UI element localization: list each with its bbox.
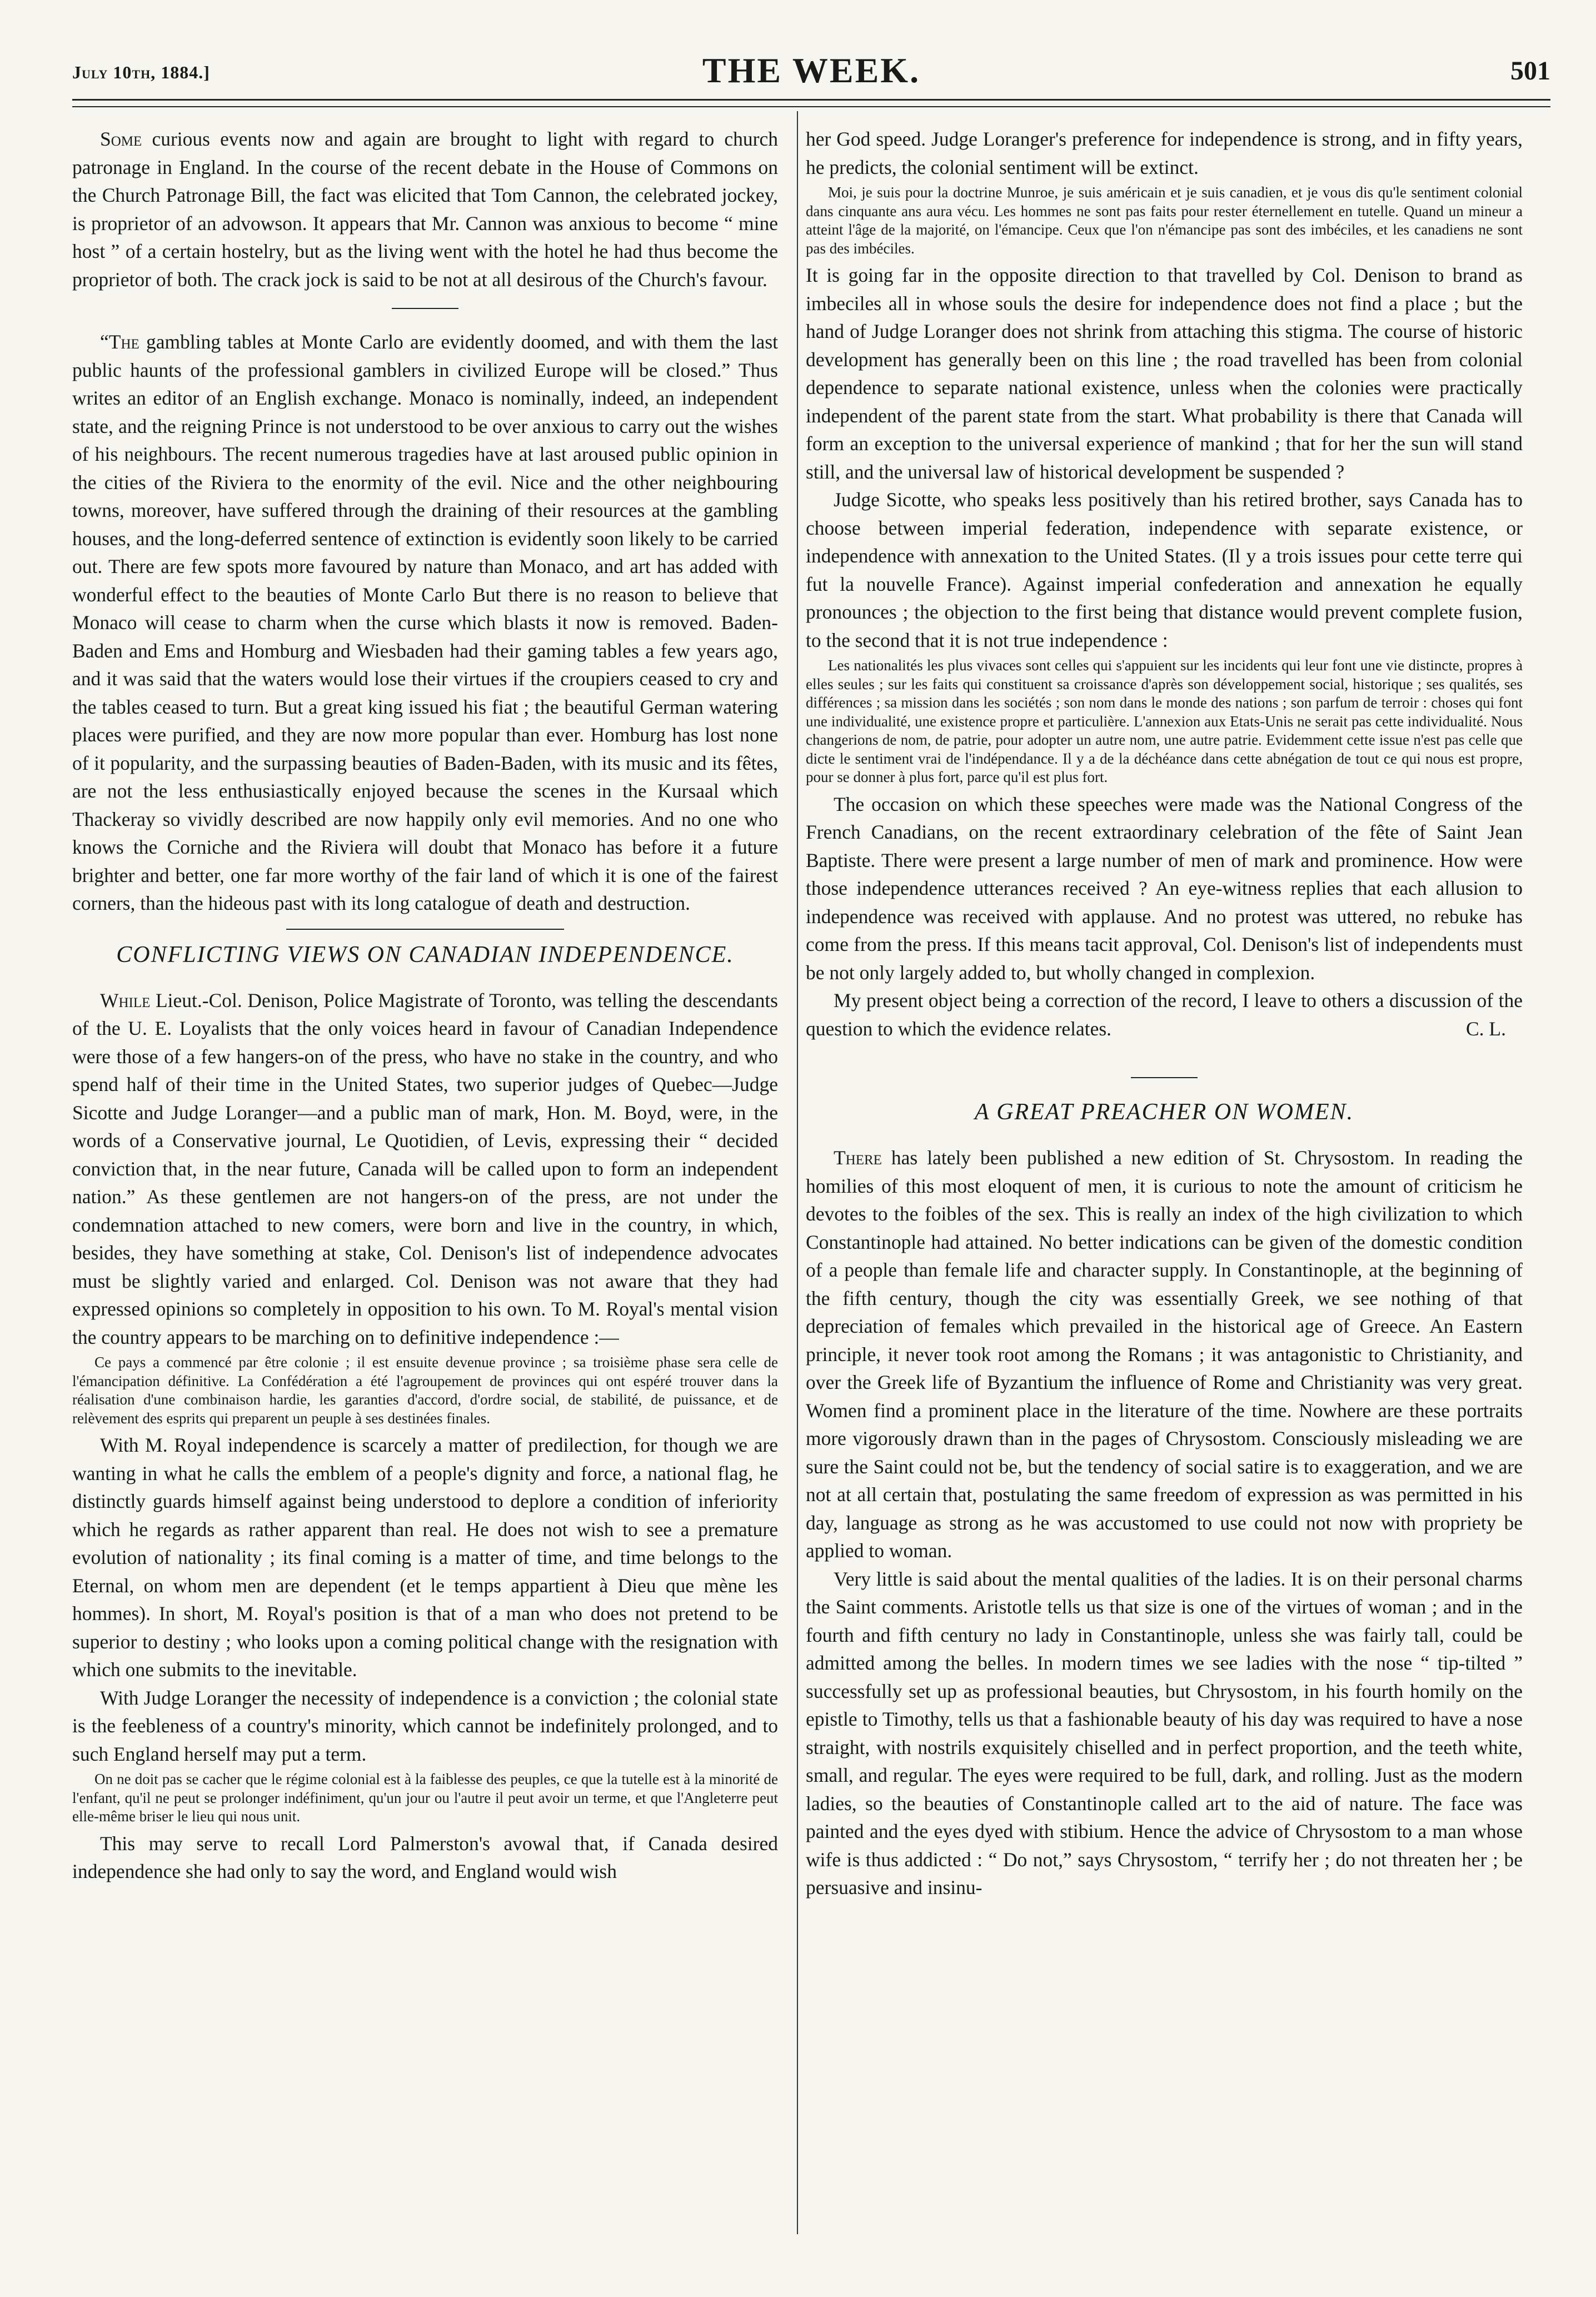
paragraph-text: My present object being a correction of the record, I leave to others a discussion of the question to which the evidence relates. [806, 989, 1523, 1040]
section-rule [286, 929, 564, 930]
column-divider [797, 111, 798, 2234]
lead-word: There [834, 1147, 882, 1169]
lead-word: While [100, 989, 151, 1012]
lead-word: “The [100, 331, 139, 353]
publication-title: THE WEEK. [702, 51, 921, 90]
french-quote: On ne doit pas se cacher que le régime colonial est à la faiblesse des peuples, ce que la tutelle est à la minorité de l'enfant, qu'il ne peut se prolonger indéfiniment, qu'un jour ou l'autre il peut avoir un terme, et que l'Angleterre peut elle-même briser le lieu qui nous unit. [72, 1771, 778, 1825]
article-heading-canadian-independence: CONFLICTING VIEWS ON CANADIAN INDEPENDENCE. [116, 941, 734, 968]
paragraph: With Judge Loranger the necessity of independence is a conviction ; the colonial state is the feebleness of a country's minority, which cannot be indefinitely prolonged, and to such England herself may put a term. [72, 1686, 778, 1765]
lead-word: Some [100, 128, 142, 150]
french-quote: Moi, je suis pour la doctrine Munroe, je suis américain et je suis canadien, et je vous dis qu'le sentiment colonial dans cinquante ans aura vécu. Les hommes ne sont pas faits pour rester éternellement en tutelle. Quand un mineur a atteint l'âge de la majorité, on l'émancipe. Ceux que l'on n'émancipe pas sont des imbéciles, et les canadiens ne sont pas des imbéciles. [806, 184, 1523, 257]
article-heading-great-preacher: A GREAT PREACHER ON WOMEN. [974, 1099, 1354, 1125]
paragraph-text: gambling tables at Monte Carlo are evidently doomed, and with them the last public haunts of the professional gamblers in civilized Europe will be closed.” Thus writes an editor of an English exchange. Monaco is nominally, indeed, an independent state, and the reigning Prince is not understood to be over anxious to carry out the wishes of his neighbours. The recent numerous tragedies have at last aroused public opinion in the cities of the Riviera to the enormity of the evil. Nice and the other neighbouring towns, moreover, have suffered through the draining of their resources at the gambling houses, and the long-deferred sentence of extinction is evidently soon likely to be carried out. There are few spots more favoured by nature than Monaco, and art has added with wonderful effect to the beauties of Monte Carlo But there is no reason to believe that Monaco will cease to charm when the curse which blasts it now is removed. Baden-Baden and Ems and Homburg and Wiesbaden had their gaming tables a few years ago, and it was said that the waters would lose their virtues if the croupiers ceased to cry and the tables ceased to turn. But a great king issued his fiat ; the beautiful German watering places were purified, and they are now more popular than ever. Homburg has lost none of it popularity, and the surpassing beauties of Baden-Baden, with its music and its fêtes, are not the less enthusiastically enjoyed because the scenes in the Kursaal which Thackeray so vividly described are now happily only evil memories. And no one who knows the Corniche and the Riviera will doubt that Monaco has before it a future brighter and better, one far more worthy of the fair land of which it is one of the fairest corners, than the hideous past with its long catalogue of death and destruction. [72, 331, 778, 914]
paragraph: With M. Royal independence is scarcely a matter of predilection, for though we are wanting in what he calls the emblem of a people's dignity and force, a national flag, he distinctly guards himself against being understood to deplore a condition of inferiority which he regards as rather apparent than real. He does not wish to see a premature evolution of nationality ; its final coming is a matter of time, and time belongs to the Eternal, on whom men are dependent (et le temps appartient à Dieu que mène les hommes). In short, M. Royal's position is that of a man who does not pretend to be superior to destiny ; who looks upon a coming political change with the resignation with which one submits to the inevitable. [72, 1434, 778, 1681]
paragraph [72, 986, 778, 1352]
masthead-rule [72, 99, 1550, 107]
closing-paragraph [806, 986, 1523, 1043]
section-rule [1131, 1077, 1198, 1078]
paragraph: The occasion on which these speeches were made was the National Congress of the French Canadians, on the recent extraordinary celebration of the fête of Saint Jean Baptiste. There were present a large number of men of mark and prominence. How were those independence utterances received ? An eye-witness replies that each allusion to independence was received with applause. And no protest was uttered, no rebuke has come from the press. If this means tacit approval, Col. Denison's list of independents must be not only largely added to, but wholly changed in complexion. [806, 793, 1523, 984]
section-rule [392, 308, 458, 309]
paragraph-text: curious events now and again are brought to light with regard to church patronage in England. In the course of the recent debate in the House of Commons on the Church Patronage Bill, the fact was elicited that Tom Cannon, the celebrated jockey, is proprietor of an advowson. It appears that Mr. Cannon was anxious to become “ mine host ” of a certain hostelry, but as the living went with the hotel he had thus become the proprietor of both. The crack jock is said to be not at all desirous of the Church's favour. [72, 128, 778, 291]
issue-date: July 10th, 1884.] [72, 62, 210, 82]
paragraph-text: has lately been published a new edition of St. Chrysostom. In reading the homilies of this most eloquent of men, it is curious to note the amount of criticism he devotes to the foibles of the sex. This is really an index of the high civilization to which Constantinople had attained. No better indications can be given of the domestic condition of a people than female life and character supply. In Constantinople, at the beginning of the fifth century, though the city was essentially Greek, we see nothing of that depreciation of females which prevailed in the historical age of Greece. An Eastern principle, it never took root among the Romans ; it was antagonistic to Christianity, and over the Greek life of Byzantium the influence of Rome and Christianity was very great. Women find a prominent place in the literature of the time. Nowhere are these portraits more vigorously drawn than in the pages of Chrysostom. Consciously misleading we are sure the Saint could not be, but the tendency of social satire is to exaggeration, and we are not at all certain that, postulating the same freedom of expression as was permitted in his day, language as strong as he was accustomed to use could not now with propriety be applied to woman. [806, 1147, 1523, 1562]
french-quote: Les nationalités les plus vivaces sont celles qui s'appuient sur les incidents qui leur font une vie distincte, propres à elles seules ; sur les faits qui constituent sa croissance d'après son développement social, historique ; ses qualités, ses différences ; sa mission dans les sociétés ; son nom dans le monde des nations ; son parfum de terroir : choses qui font une individualité, une existence propre et particulière. L'annexion aux Etats-Unis ne serait pas cette individualité. Nous changerions de nom, de patrie, pour adopter un autre nom, une autre patrie. Evidemment cette issue n'est pas celle que dicte le sentiment vrai de l'indépendance. Il y a de la déchéance dans cette abnégation de tout ce qui nous est propre, pour se donner à plus fort, parce qu'il est plus fort. [806, 657, 1523, 785]
french-quote: Ce pays a commencé par être colonie ; il est ensuite devenue province ; sa troisième phase sera celle de l'émancipation définitive. La Confédération a été l'agroupement de provinces qui ont espéré trouver dans la réalisation d'une combinaison hardie, les garanties d'accord, d'ordre social, de stabilité, de puissance, et de relèvement des esprits qui preparent un peuple à ses destinées finales. [72, 1354, 778, 1427]
spacer [806, 1043, 1523, 1063]
page-number: 501 [1510, 56, 1550, 86]
paragraph: her God speed. Judge Loranger's preference for independence is strong, and in fifty years, he predicts, the colonial sentiment will be extinct. [806, 128, 1523, 178]
paragraph: It is going far in the opposite direction to that travelled by Col. Denison to brand as imbeciles all in whose souls the desire for independence does not find a place ; but the hand of Judge Loranger does not shrink from attaching this stigma. The course of historic development has generally been on this line ; the road travelled has been from colonial dependence to separate national existence, unless when the colonies were practically independent of the parent state from the start. What probability is there that Canada will form an exception to the universal experience of mankind ; that for her the sun will stand still, and the universal law of historical development be suspended ? [806, 264, 1523, 483]
paragraph [806, 1144, 1523, 1565]
author-signature: C. L. [1466, 1017, 1506, 1040]
paragraph: Judge Sicotte, who speaks less positively than his retired brother, says Canada has to choose between imperial federation, independence with separate existence, or independence with annexation to the United States. (Il y a trois issues pour cette terre qui fut la nouvelle France). Against imperial confederation and annexation he equally pronounces ; the objection to the first being that distance would prevent complete fusion, to the second that it is not true independence : [806, 489, 1523, 651]
paragraph: This may serve to recall Lord Palmerston's avowal that, if Canada desired independence she had only to say the word, and England would wish [72, 1832, 778, 1882]
right-column [806, 125, 1523, 1902]
article-monte-carlo [72, 328, 778, 918]
paragraph-text: Lieut.-Col. Denison, Police Magistrate of Toronto, was telling the descendants of the U. E. Loyalists that the only voices heard in favour of Canadian Independence were those of a few hangers-on of the press, who have no stake in the country, and who spend half of their time in the United States, two superior judges of Quebec—Judge Sicotte and Judge Loranger—and a public man of mark, Hon. M. Boyd, were, in the words of a Conservative journal, Le Quotidien, of Levis, expressing their “ decided conviction that, in the near future, Canada will be called upon to form an independent nation.” As these gentlemen are not hangers-on of the press, are not under the condemnation attached to new comers, were born and live in the country, in which, besides, they have something at stake, Col. Denison's list of independence advocates must be slightly varied and enlarged. Col. Denison was not aware that they had expressed opinions so completely in opposition to his own. To M. Royal's mental vision the country appears to be marching on to definitive independence :— [72, 989, 778, 1348]
masthead [72, 50, 1550, 106]
left-column [72, 125, 778, 1886]
paragraph: Very little is said about the mental qualities of the ladies. It is on their personal charms the Saint comments. Aristotle tells us that size is one of the virtues of woman ; and in the fourth and fifth century no lady in Constantinople, unless she was fairly tall, could be admitted among the belles. In modern times we see ladies with the nose “ tip-tilted ” successfully set up as professional beauties, but Chrysostom, in his fourth homily on the epistle to Timothy, tells us that a fashionable beauty of his day was required to have a nose straight, with nostrils exquisitely chiselled and in perfect proportion, and the teeth white, small, and regular. The eyes were required to be full, dark, and rolling. Just as the modern ladies, so the beauties of Constantinople called art to the aid of nature. The face was painted and the eyes dyed with stibium. Hence the advice of Chrysostom to a man whose wife is thus addicted : “ Do not,” says Chrysostom, “ terrify her ; do not threaten her ; be persuasive and insinu- [806, 1567, 1523, 1899]
article-church-patronage [72, 125, 778, 293]
